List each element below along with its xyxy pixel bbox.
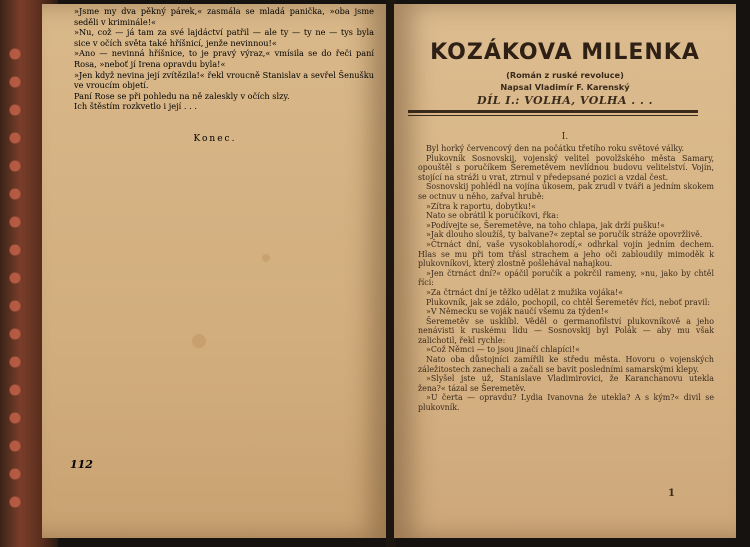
paragraph: Ich štěstím rozkvetlo i její . . . — [74, 101, 197, 112]
page-number-left: 112 — [70, 458, 93, 471]
paragraph: »Jak dlouho sloužíš, ty balvane?« zeptal se poručík stráže opovržlivě. — [426, 230, 703, 240]
left-page-text — [74, 6, 374, 112]
paper-stain — [192, 334, 206, 348]
paragraph: »Což Němci — to jsou jinačí chlapíci!« — [426, 345, 580, 355]
chapter-text — [418, 144, 714, 413]
novel-title: KOZÁKOVA MILENKA — [430, 40, 700, 65]
paragraph: Sosnovskij pohlédl na vojína úkosem, pak zrudl v tváři a jedním skokem se octnuv u něho, zařval hrubě: — [418, 182, 714, 201]
paragraph: »Nu, což — já tam za své lajdáctví patřil — ale ty — ty ne — tys byla sice v očích světa také hříšnicí, jenže nevinnou!« — [74, 27, 374, 48]
paragraph: Nato oba důstojníci zamířili ke středu města. Hovoru o vojenských záležitostech zanechali a začali se bavit posledními samarskými klepy. — [418, 355, 714, 374]
paragraph: Plukovník, jak se zdálo, pochopil, co chtěl Šeremetěv říci, neboť pravil: — [426, 297, 711, 307]
paragraph: »Čtrnáct dní, vaše vysokoblahorodí,« odhrkal vojín jedním dechem. Hlas se mu při tom třásl strachem a jeho oči zabloudily mimoděk k plukovníkovi, který zlostně pošlehával nahajkou. — [418, 239, 714, 269]
paragraph: »V Německu se voják naučí všemu za týden!« — [426, 307, 609, 317]
chapter-number: I. — [561, 132, 569, 142]
paper-stain — [262, 254, 270, 262]
paragraph: Šeremetěv se usklíbl. Věděl o germanofilství plukovníkově a jeho nenávisti k ruskému lidu — Sosnovskij byl Polák — aby mu však zalichotil, řekl rychle: — [418, 316, 714, 345]
novel-subtitle: (Román z ruské revoluce) — [506, 70, 624, 80]
paragraph: »Jen čtrnáct dní?« opáčil poručík a pokrčil rameny, »nu, jako by chtěl říci: — [418, 268, 714, 288]
paragraph: Nato se obrátil k poručíkovi, řka: — [426, 211, 559, 221]
novel-author: Napsal Vladimír F. Karenský — [500, 82, 630, 92]
paragraph: »Slyšel jste už, Stanislave Vladimirovici, že Karanchanovu utekla žena?« tázal se Šeremetěv. — [418, 374, 714, 393]
paragraph: »Podívejte se, Šeremetěve, na toho chlapa, jak drží pušku!« — [426, 220, 666, 230]
binding-pattern — [6, 40, 24, 520]
paragraph: »U čerta — opravdu? Lydia Ivanovna že utekla? A s kým?« divil se plukovník. — [418, 393, 714, 413]
paragraph: Plukovník Sosnovskij, vojenský velitel povolžského města Samary, opouštěl s poručíkem Šeremetěvem nevlídnou budovu velitelství. Vojín, stojící na stráži u vrat, ztrnul v předepsané pozici a vzdal čest. — [418, 153, 714, 182]
page-number-right: 1 — [668, 488, 675, 499]
heading-rule — [408, 110, 698, 113]
paragraph: Byl horký červencový den na počátku třetího roku světové války. — [426, 144, 685, 153]
paragraph: »Jen když nevina její zvítězila!« řekl vroucně Stanislav a sevřel Šenušku ve vroucím objetí. — [74, 69, 374, 91]
paragraph: »Jsme my dva pěkný párek,« zasmála se mladá panička, »oba jsme seděli v kriminále!« — [74, 6, 374, 27]
heading-rule-thin — [408, 115, 698, 116]
paragraph: »Za čtrnáct dní je těžko udělat z mužika vojáka!« — [426, 287, 624, 297]
end-marker: Konec. — [193, 134, 237, 144]
paragraph: »Ano — nevinná hříšnice, to je pravý výraz,« vmísila se do řeči paní Rosa, »neboť jí Irena opravdu byla!« — [74, 48, 374, 69]
right-page — [394, 4, 736, 538]
part-heading: DÍL I.: VOLHA, VOLHA . . . — [477, 94, 653, 107]
paragraph: Paní Rose se při pohledu na ně zaleskly v očích slzy. — [74, 90, 290, 101]
paragraph: »Zítra k raportu, dobytku!« — [426, 201, 536, 211]
